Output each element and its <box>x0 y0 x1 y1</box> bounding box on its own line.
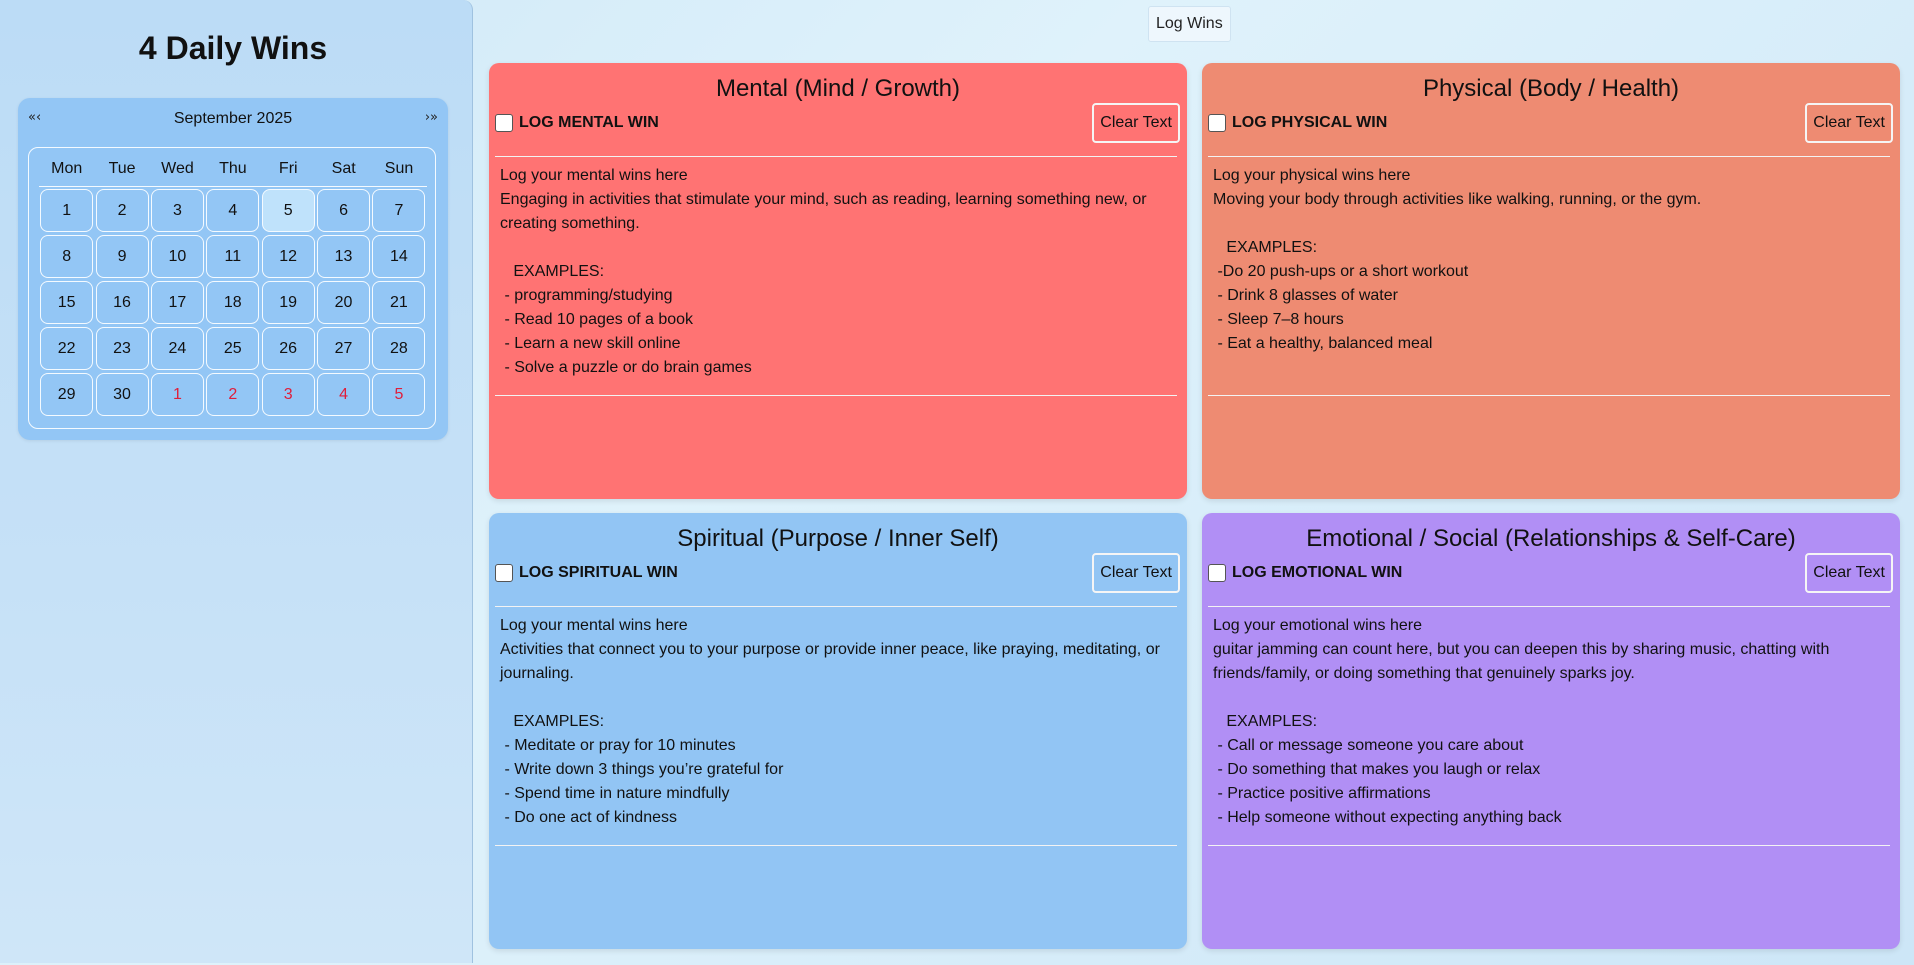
calendar-day[interactable]: 29 <box>40 373 93 416</box>
log-spiritual-label[interactable]: LOG SPIRITUAL WIN <box>519 564 678 581</box>
log-wins-button[interactable]: Log Wins <box>1148 6 1231 42</box>
calendar-day[interactable]: 3 <box>151 189 204 232</box>
emotional-textarea[interactable]: Log your emotional wins here guitar jamming can count here, but you can deepen this by sharing music, chatting with friends/family, or doing something that genuinely sparks joy. EXAMPLES: - Call or message someone you care about - Do something that makes you laugh or relax - Practice positive affirmations - Help someone without expecting anything back <box>1208 606 1890 846</box>
calendar-day[interactable]: 26 <box>262 327 315 370</box>
mental-textarea[interactable]: Log your mental wins here Engaging in activities that stimulate your mind, such as reading, learning something new, or creating something. EXAMPLES: - programming/studying - Read 10 pages of a book - Learn a new skill online - Solve a puzzle or do brain games <box>495 156 1177 396</box>
calendar-week <box>39 372 427 418</box>
weekday-label: Tue <box>108 160 136 177</box>
spiritual-card <box>489 513 1187 949</box>
sidebar <box>0 0 473 963</box>
calendar-week <box>39 234 427 280</box>
mental-card <box>489 63 1187 499</box>
calendar-day-next-month[interactable]: 5 <box>372 373 425 416</box>
calendar-day-next-month[interactable]: 3 <box>262 373 315 416</box>
calendar-day-next-month[interactable]: 2 <box>206 373 259 416</box>
physical-card <box>1202 63 1900 499</box>
calendar-day[interactable]: 10 <box>151 235 204 278</box>
calendar-day[interactable]: 17 <box>151 281 204 324</box>
mental-clear-text-button[interactable]: Clear Text <box>1092 103 1180 143</box>
log-spiritual-checkbox[interactable] <box>495 564 513 582</box>
emotional-clear-text-button[interactable]: Clear Text <box>1805 553 1893 593</box>
log-emotional-checkbox[interactable] <box>1208 564 1226 582</box>
calendar-day[interactable]: 6 <box>317 189 370 232</box>
calendar-day[interactable]: 18 <box>206 281 259 324</box>
calendar-day-today[interactable]: 5 <box>262 189 315 232</box>
physical-clear-text-button[interactable]: Clear Text <box>1805 103 1893 143</box>
calendar-day[interactable]: 27 <box>317 327 370 370</box>
calendar <box>18 98 448 440</box>
calendar-day-next-month[interactable]: 4 <box>317 373 370 416</box>
calendar-day[interactable]: 15 <box>40 281 93 324</box>
spiritual-textarea[interactable]: Log your mental wins here Activities that connect you to your purpose or provide inner peace, like praying, meditating, or journaling. EXAMPLES: - Meditate or pray for 10 minutes - Write down 3 things you’re grateful for - Spend time in nature mindfully - Do one act of kindness <box>495 606 1177 846</box>
calendar-header <box>18 98 448 144</box>
calendar-day[interactable]: 11 <box>206 235 259 278</box>
prev-month-button[interactable]: «‹ <box>28 110 42 125</box>
calendar-day[interactable]: 19 <box>262 281 315 324</box>
calendar-month-label: September 2025 <box>173 110 293 127</box>
log-mental-checkbox[interactable] <box>495 114 513 132</box>
calendar-week <box>39 280 427 326</box>
spiritual-clear-text-button[interactable]: Clear Text <box>1092 553 1180 593</box>
calendar-day[interactable]: 2 <box>96 189 149 232</box>
calendar-days <box>39 188 427 418</box>
calendar-day[interactable]: 20 <box>317 281 370 324</box>
calendar-day[interactable]: 30 <box>96 373 149 416</box>
emotional-card-title: Emotional / Social (Relationships & Self-Care) <box>1306 525 1796 552</box>
calendar-day-next-month[interactable]: 1 <box>151 373 204 416</box>
weekday-label: Wed <box>161 160 194 177</box>
spiritual-card-title: Spiritual (Purpose / Inner Self) <box>677 525 999 552</box>
calendar-day[interactable]: 14 <box>372 235 425 278</box>
calendar-day[interactable]: 4 <box>206 189 259 232</box>
weekday-label: Mon <box>51 160 83 177</box>
physical-textarea[interactable]: Log your physical wins here Moving your body through activities like walking, running, or the gym. EXAMPLES: -Do 20 push-ups or a short workout - Drink 8 glasses of water - Sleep 7–8 hours - Eat a healthy, balanced meal <box>1208 156 1890 396</box>
calendar-day[interactable]: 21 <box>372 281 425 324</box>
log-mental-label[interactable]: LOG MENTAL WIN <box>519 114 659 131</box>
calendar-day[interactable]: 16 <box>96 281 149 324</box>
calendar-day[interactable]: 8 <box>40 235 93 278</box>
calendar-day[interactable]: 12 <box>262 235 315 278</box>
calendar-day[interactable]: 25 <box>206 327 259 370</box>
calendar-day[interactable]: 23 <box>96 327 149 370</box>
calendar-day[interactable]: 1 <box>40 189 93 232</box>
calendar-day[interactable]: 7 <box>372 189 425 232</box>
calendar-week <box>39 326 427 372</box>
log-physical-checkbox[interactable] <box>1208 114 1226 132</box>
calendar-day[interactable]: 9 <box>96 235 149 278</box>
weekday-label: Sat <box>331 160 356 177</box>
log-physical-label[interactable]: LOG PHYSICAL WIN <box>1232 114 1388 131</box>
calendar-grid <box>28 147 436 429</box>
calendar-day[interactable]: 13 <box>317 235 370 278</box>
calendar-day[interactable]: 24 <box>151 327 204 370</box>
weekday-label: Fri <box>278 160 298 177</box>
weekday-label: Thu <box>219 160 247 177</box>
app-title: 4 Daily Wins <box>138 30 328 66</box>
next-month-button[interactable]: ›» <box>424 110 438 125</box>
calendar-day[interactable]: 22 <box>40 327 93 370</box>
weekday-label: Sun <box>384 160 414 177</box>
physical-card-title: Physical (Body / Health) <box>1422 75 1680 102</box>
calendar-day[interactable]: 28 <box>372 327 425 370</box>
log-emotional-label[interactable]: LOG EMOTIONAL WIN <box>1232 564 1403 581</box>
mental-card-title: Mental (Mind / Growth) <box>715 75 961 102</box>
emotional-card <box>1202 513 1900 949</box>
weekday-header-row <box>39 158 427 187</box>
calendar-week <box>39 188 427 234</box>
